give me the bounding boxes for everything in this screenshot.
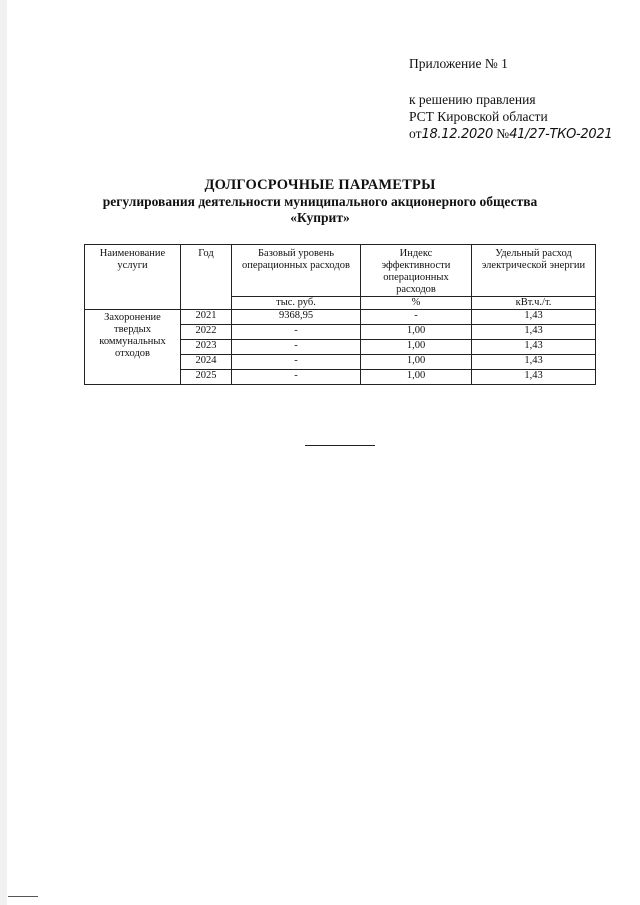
cell-base-level: - bbox=[232, 370, 361, 385]
cell-efficiency-index: 1,00 bbox=[361, 370, 472, 385]
service-name-cell: Захоронение твердых коммунальных отходов bbox=[85, 310, 181, 385]
cell-base-level: 9368,95 bbox=[232, 310, 361, 325]
cell-energy-rate: 1,43 bbox=[472, 310, 596, 325]
unit-base-level: тыс. руб. bbox=[232, 297, 361, 310]
long-term-parameters-table bbox=[84, 244, 596, 385]
header-service: Наименование услуги bbox=[85, 245, 181, 310]
date-prefix: от bbox=[409, 126, 422, 141]
scan-page-edge bbox=[0, 0, 7, 905]
number-prefix: № bbox=[496, 126, 510, 141]
cell-energy-rate: 1,43 bbox=[472, 355, 596, 370]
appendix-date-number-line bbox=[409, 125, 612, 143]
appendix-title: Приложение № 1 bbox=[409, 56, 508, 71]
appendix-authority-line: РСТ Кировской области bbox=[409, 109, 548, 124]
cell-energy-rate: 1,43 bbox=[472, 370, 596, 385]
unit-energy-rate: кВт.ч./т. bbox=[472, 297, 596, 310]
cell-efficiency-index: 1,00 bbox=[361, 325, 472, 340]
table-row bbox=[85, 310, 596, 325]
cell-efficiency-index: 1,00 bbox=[361, 340, 472, 355]
document-title: ДОЛГОСРОЧНЫЕ ПАРАМЕТРЫ bbox=[204, 177, 436, 193]
cell-year: 2025 bbox=[181, 370, 232, 385]
cell-energy-rate: 1,43 bbox=[472, 340, 596, 355]
scan-footer-mark bbox=[8, 896, 38, 897]
appendix-header bbox=[409, 55, 612, 143]
cell-base-level: - bbox=[232, 340, 361, 355]
document-subtitle: регулирования деятельности муниципального акционерного общества bbox=[102, 194, 538, 209]
cell-base-level: - bbox=[232, 355, 361, 370]
document-heading bbox=[0, 176, 640, 226]
unit-efficiency-index: % bbox=[361, 297, 472, 310]
cell-year: 2022 bbox=[181, 325, 232, 340]
header-efficiency-index: Индекс эффективности операционных расходов bbox=[361, 245, 472, 297]
cell-year: 2024 bbox=[181, 355, 232, 370]
cell-efficiency-index: 1,00 bbox=[361, 355, 472, 370]
header-base-level: Базовый уровень операционных расходов bbox=[232, 245, 361, 297]
company-name: «Куприт» bbox=[290, 210, 350, 225]
cell-base-level: - bbox=[232, 325, 361, 340]
table-header-row bbox=[85, 245, 596, 297]
header-year: Год bbox=[181, 245, 232, 310]
cell-year: 2023 bbox=[181, 340, 232, 355]
cell-efficiency-index: - bbox=[361, 310, 472, 325]
closing-rule bbox=[305, 445, 375, 446]
handwritten-date: 18.12.2020 bbox=[421, 127, 493, 142]
cell-energy-rate: 1,43 bbox=[472, 325, 596, 340]
cell-year: 2021 bbox=[181, 310, 232, 325]
appendix-decision-line: к решению правления bbox=[409, 92, 536, 107]
handwritten-number: 41/27-ТКО-2021 bbox=[509, 127, 613, 142]
header-energy-rate: Удельный расход электрической энергии bbox=[472, 245, 596, 297]
